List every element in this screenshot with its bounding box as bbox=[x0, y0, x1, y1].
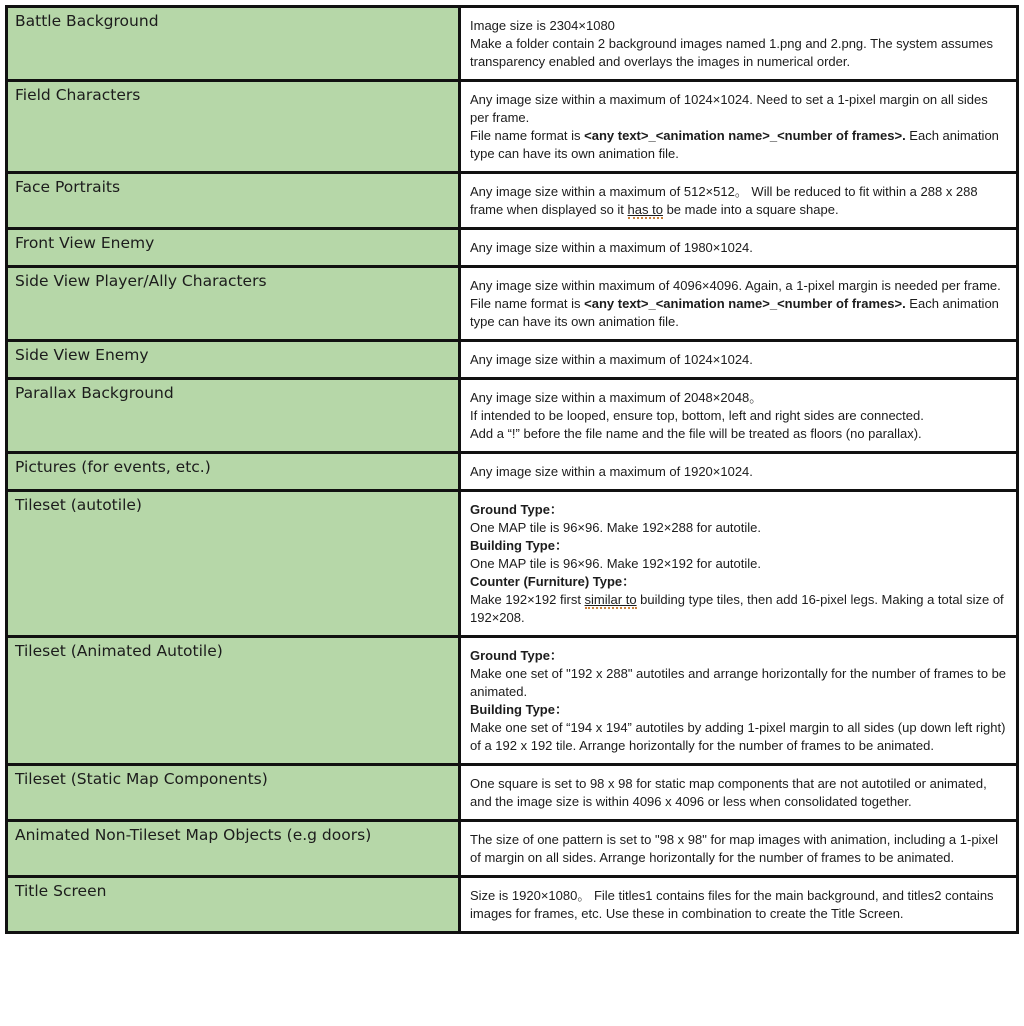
spec-text-segment: Each animation type can have its own animation file. bbox=[470, 128, 999, 161]
asset-type-cell: Tileset (Animated Autotile) bbox=[7, 637, 460, 765]
spec-text-segment: File name format is bbox=[470, 296, 585, 311]
spec-cell bbox=[460, 491, 1018, 637]
asset-type-cell: Parallax Background bbox=[7, 379, 460, 453]
spec-line bbox=[470, 351, 1008, 369]
spec-text-segment: Add a “!” before the file name and the file will be treated as floors (no parallax). bbox=[470, 426, 922, 441]
spec-line bbox=[470, 665, 1008, 701]
spec-line bbox=[470, 555, 1008, 573]
asset-type-cell: Side View Player/Ally Characters bbox=[7, 267, 460, 341]
spec-line bbox=[470, 35, 1008, 71]
spec-line bbox=[470, 719, 1008, 755]
spec-cell bbox=[460, 379, 1018, 453]
spec-text-segment: Make a folder contain 2 background images named 1.png and 2.png. The system assumes transparency enabled and overlays the images in numerical order. bbox=[470, 36, 993, 69]
spec-line bbox=[470, 775, 1008, 811]
spec-cell bbox=[460, 7, 1018, 81]
table-row bbox=[7, 341, 1018, 379]
spec-cell bbox=[460, 637, 1018, 765]
spec-text-segment: <any text>_<animation name>_<number of frames>. bbox=[584, 128, 906, 143]
table-row bbox=[7, 267, 1018, 341]
spec-line bbox=[470, 407, 1008, 425]
asset-type-cell: Front View Enemy bbox=[7, 229, 460, 267]
spec-cell bbox=[460, 229, 1018, 267]
spec-text-segment: The size of one pattern is set to "98 x 98" for map images with animation, including a 1-pixel of margin on all sides. Arrange horizontally for the number of frames to be animated. bbox=[470, 832, 999, 865]
spec-text-segment: has to bbox=[627, 202, 663, 217]
spec-line bbox=[470, 537, 1008, 555]
spec-text-segment: File name format is bbox=[470, 128, 585, 143]
table-row bbox=[7, 7, 1018, 81]
asset-type-cell: Tileset (autotile) bbox=[7, 491, 460, 637]
spec-cell bbox=[460, 341, 1018, 379]
spec-line bbox=[470, 701, 1008, 719]
spec-text-segment: Size is 1920×1080。 File titles1 contains files for the main background, and titles2 contains images for frames, etc. Use these in combination to create the Title Screen. bbox=[470, 888, 994, 921]
spec-cell bbox=[460, 821, 1018, 877]
spec-text-segment: Any image size within a maximum of 1024×1024. Need to set a 1-pixel margin on all sides per frame. bbox=[470, 92, 988, 125]
asset-type-cell: Battle Background bbox=[7, 7, 460, 81]
spec-text-segment: Any image size within a maximum of 512×512。 Will be reduced to fit within a 288 x 288 frame when displayed so it bbox=[470, 184, 978, 217]
spec-text-segment: be made into a square shape. bbox=[662, 202, 839, 217]
table-row bbox=[7, 877, 1018, 933]
spec-cell bbox=[460, 453, 1018, 491]
spec-text-segment: Make one set of "192 x 288" autotiles and arrange horizontally for the number of frames to be animated. bbox=[470, 666, 1007, 699]
asset-type-cell: Pictures (for events, etc.) bbox=[7, 453, 460, 491]
asset-type-cell: Side View Enemy bbox=[7, 341, 460, 379]
spec-text-segment: Any image size within a maximum of 1980×1024. bbox=[470, 240, 753, 255]
spec-text-segment: One MAP tile is 96×96. Make 192×192 for autotile. bbox=[470, 556, 761, 571]
spec-line bbox=[470, 91, 1008, 127]
spec-text-segment: <any text>_<animation name>_<number of frames>. bbox=[584, 296, 906, 311]
spec-text-segment: Any image size within a maximum of 1024×1024. bbox=[470, 352, 753, 367]
table-body bbox=[7, 7, 1018, 933]
spec-text-segment: Make 192×192 first bbox=[470, 592, 585, 607]
table-row bbox=[7, 821, 1018, 877]
spec-line bbox=[470, 501, 1008, 519]
asset-type-cell: Face Portraits bbox=[7, 173, 460, 229]
table-row bbox=[7, 491, 1018, 637]
spec-text-segment: similar to bbox=[584, 592, 637, 607]
spec-text-segment: Make one set of “194 x 194” autotiles by adding 1-pixel margin to all sides (up down left right) of a 192 x 192 tile. Arrange horizontally for the number of frames to be animated. bbox=[470, 720, 1006, 753]
spec-line bbox=[470, 519, 1008, 537]
spec-line bbox=[470, 591, 1008, 627]
spec-text-segment: Any image size within maximum of 4096×4096. Again, a 1-pixel margin is needed per frame. bbox=[470, 278, 1001, 293]
spec-cell bbox=[460, 81, 1018, 173]
spec-text-segment: building type tiles, then add 16-pixel legs. Making a total size of 192×208. bbox=[470, 592, 1004, 625]
asset-type-cell: Title Screen bbox=[7, 877, 460, 933]
spec-line bbox=[470, 573, 1008, 591]
spec-text-segment: Counter (Furniture) Type： bbox=[470, 574, 636, 589]
spec-line bbox=[470, 183, 1008, 219]
table-row bbox=[7, 453, 1018, 491]
table-row bbox=[7, 229, 1018, 267]
asset-type-cell: Field Characters bbox=[7, 81, 460, 173]
spec-cell bbox=[460, 877, 1018, 933]
spec-cell bbox=[460, 173, 1018, 229]
table-row bbox=[7, 379, 1018, 453]
spec-text-segment: One MAP tile is 96×96. Make 192×288 for autotile. bbox=[470, 520, 761, 535]
spec-text-segment: One square is set to 98 x 98 for static map components that are not autotiled or animated, and the image size is within 4096 x 4096 or less when consolidated together. bbox=[470, 776, 987, 809]
spec-line bbox=[470, 389, 1008, 407]
spec-text-segment: Any image size within a maximum of 2048×2048。 bbox=[470, 390, 763, 405]
asset-type-cell: Animated Non-Tileset Map Objects (e.g doors) bbox=[7, 821, 460, 877]
spec-text-segment: Ground Type： bbox=[470, 648, 563, 663]
spec-line bbox=[470, 127, 1008, 163]
spec-text-segment: If intended to be looped, ensure top, bottom, left and right sides are connected. bbox=[470, 408, 924, 423]
spec-line bbox=[470, 831, 1008, 867]
spec-text-segment: Each animation type can have its own animation file. bbox=[470, 296, 999, 329]
table-row bbox=[7, 173, 1018, 229]
spec-line bbox=[470, 425, 1008, 443]
spec-line bbox=[470, 463, 1008, 481]
spec-text-segment: Any image size within a maximum of 1920×1024. bbox=[470, 464, 753, 479]
spec-text-segment: Building Type： bbox=[470, 538, 568, 553]
spec-line bbox=[470, 239, 1008, 257]
spec-line bbox=[470, 277, 1008, 295]
spec-cell bbox=[460, 267, 1018, 341]
spec-line bbox=[470, 295, 1008, 331]
table-row bbox=[7, 765, 1018, 821]
spec-line bbox=[470, 887, 1008, 923]
table-row bbox=[7, 637, 1018, 765]
table-row bbox=[7, 81, 1018, 173]
spec-text-segment: Building Type： bbox=[470, 702, 568, 717]
spec-text-segment: Image size is 2304×1080 bbox=[470, 18, 615, 33]
spec-cell bbox=[460, 765, 1018, 821]
spec-text-segment: Ground Type： bbox=[470, 502, 563, 517]
spec-line bbox=[470, 17, 1008, 35]
spec-line bbox=[470, 647, 1008, 665]
asset-spec-table bbox=[5, 5, 1019, 934]
asset-type-cell: Tileset (Static Map Components) bbox=[7, 765, 460, 821]
